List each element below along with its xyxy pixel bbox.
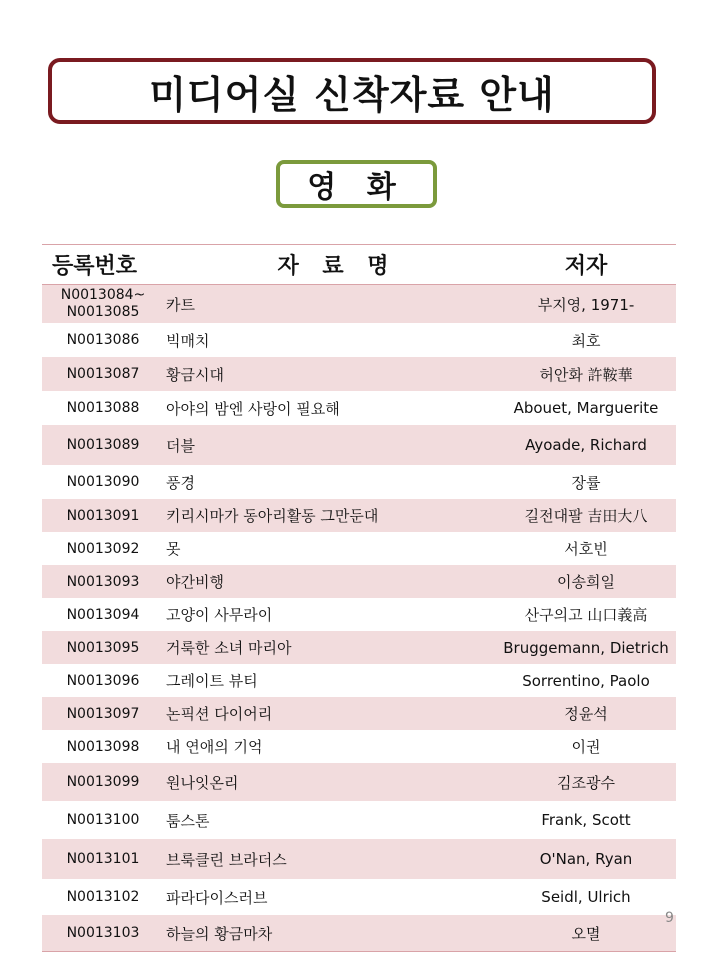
table-row [42,565,676,598]
cell-title: 그레이트 뷰티 [166,672,258,690]
column-header-author: 저자 [564,254,608,279]
cell-id: N0013098 [66,738,140,755]
cell-author: 부지영, 1971- [537,295,635,314]
table-row [42,664,676,697]
cell-id: N0013094 [66,606,140,623]
table-row [42,532,676,565]
cell-author: 산구의고 山口義高 [524,606,648,624]
cell-author: Bruggemann, Dietrich [503,638,669,657]
cell-title: 하늘의 황금마차 [166,924,273,943]
cell-author: 허안화 許鞍華 [539,365,633,384]
cell-author: O'Nan, Ryan [539,850,633,868]
cell-id: N0013101 [66,851,140,867]
cell-author: Seidl, Ulrich [541,888,631,906]
table-row [42,357,676,391]
cell-id: N0013093 [66,573,140,590]
page-title-box [48,58,656,124]
table-row [42,323,676,357]
cell-title: 아야의 밤엔 사랑이 필요해 [166,399,340,418]
table-row [42,285,676,323]
cell-id [42,287,164,321]
cell-title: 황금시대 [166,365,224,384]
cell-title: 키리시마가 동아리활동 그만둔대 [166,507,379,525]
section-label-box [276,160,437,208]
cell-id: N0013089 [66,437,140,453]
cell-id: N0013092 [66,540,140,557]
cell-title: 툼스톤 [166,811,210,830]
table-row [42,839,676,879]
table-row [42,879,676,915]
cell-id: N0013088 [66,400,140,416]
table-row [42,391,676,425]
cell-author: 정윤석 [564,705,608,723]
cell-author: Sorrentino, Paolo [522,671,650,690]
cell-author: 서호빈 [564,540,608,558]
page-number: 9 [665,910,674,926]
cell-id: N0013086 [66,332,140,348]
cell-author: 장률 [571,473,601,492]
cell-id: N0013090 [66,474,140,490]
cell-id: N0013096 [66,672,140,689]
cell-author: Ayoade, Richard [525,436,647,454]
cell-title: 원나잇온리 [166,773,239,792]
cell-title: 더블 [166,436,195,455]
page-title: 미디어실 신착자료 안내 [149,72,555,117]
cell-title: 풍경 [166,473,195,492]
table-row [42,801,676,839]
cell-title: 내 연애의 기억 [166,738,263,756]
table-row [42,763,676,801]
cell-id: N0013095 [66,639,140,656]
cell-author: 길전대팔 吉田大八 [524,507,648,525]
table-row [42,697,676,730]
cell-title: 카트 [166,295,195,314]
cell-title: 논픽션 다이어리 [166,705,273,723]
cell-author: 오멸 [571,924,601,943]
cell-author: 이송희일 [557,573,615,591]
section-label: 영 화 [307,170,406,205]
cell-author: 김조광수 [557,773,615,792]
new-arrivals-table [42,244,676,952]
cell-id: N0013097 [66,705,140,722]
cell-title: 못 [166,540,181,558]
cell-title: 야간비행 [166,573,224,591]
column-header-id: 등록번호 [52,254,138,279]
cell-id: N0013102 [66,889,140,905]
table-row [42,631,676,664]
cell-id-line: N0013085 [66,304,140,320]
cell-title: 고양이 사무라이 [166,606,273,624]
cell-id: N0013087 [66,366,140,382]
cell-author: Abouet, Marguerite [513,399,659,417]
table-row [42,915,676,951]
table-row [42,499,676,532]
cell-title: 파라다이스러브 [166,888,268,907]
cell-id-line: N0013084~ [60,287,146,303]
cell-title: 빅매치 [166,331,210,350]
table-row [42,425,676,465]
cell-id: N0013103 [66,925,140,941]
cell-author: Frank, Scott [541,811,631,829]
table-row [42,598,676,631]
cell-author: 최호 [571,331,601,350]
cell-id: N0013099 [66,774,140,790]
cell-id: N0013091 [66,507,140,524]
table-header [42,245,676,285]
cell-title: 브룩클린 브라더스 [166,850,287,869]
table-row [42,465,676,499]
cell-author: 이권 [571,738,601,756]
column-header-title: 자 료 명 [277,254,397,279]
cell-title: 거룩한 소녀 마리아 [166,639,292,657]
cell-id: N0013100 [66,812,140,828]
table-row [42,730,676,763]
